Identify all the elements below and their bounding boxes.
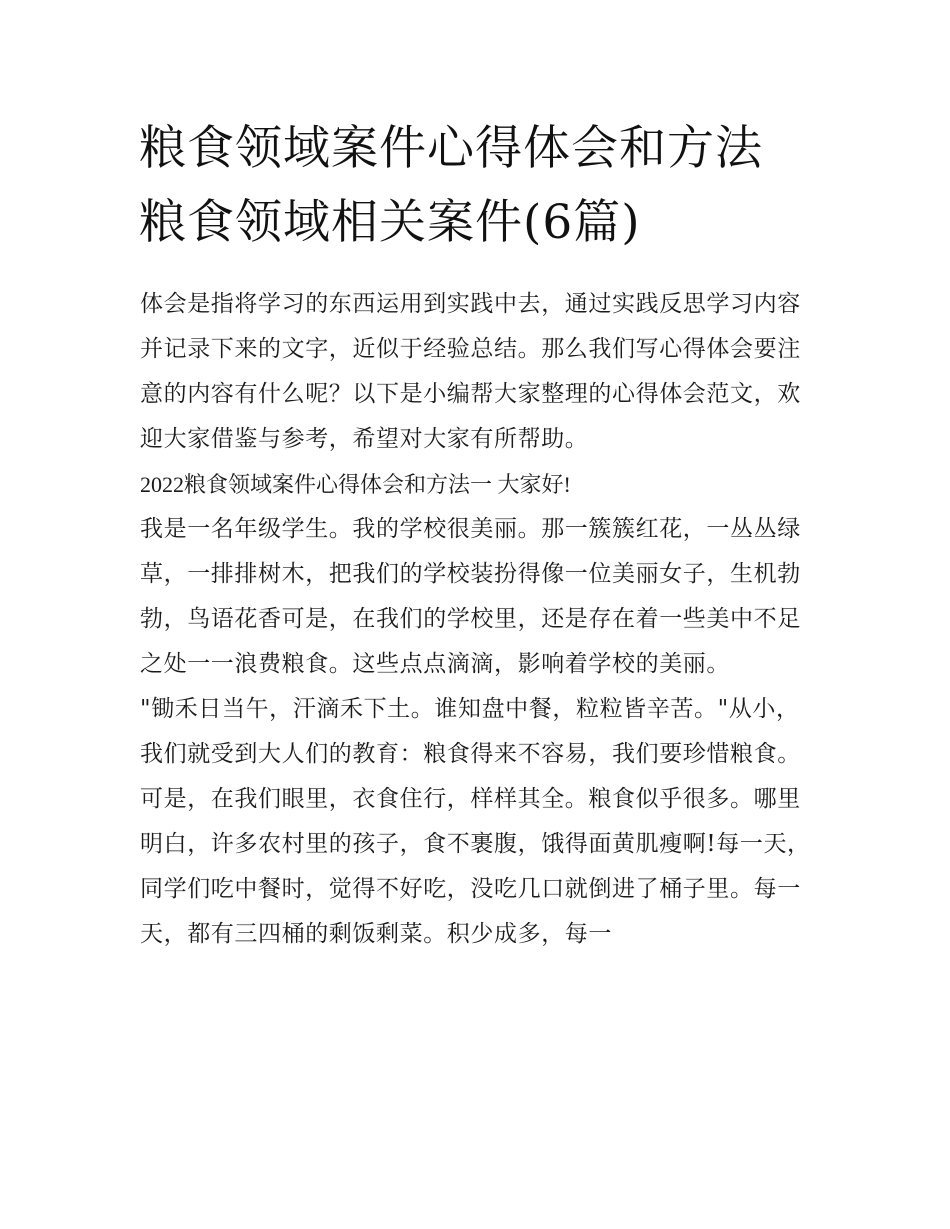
document-body xyxy=(140,282,820,957)
intro-paragraph: 体会是指将学习的东西运用到实践中去，通过实践反思学习内容并记录下来的文字，近似于经验总结。那么我们写心得体会要注意的内容有什么呢？以下是小编帮大家整理的心得体会范文，欢迎大家借鉴与参考，希望对大家有所帮助。 xyxy=(140,291,801,452)
title-line-1: 粮食领域案件心得体会和方法 xyxy=(139,121,763,176)
title-line-2: 粮食领域相关案件(6篇) xyxy=(139,195,641,250)
section-heading: 2022粮食领域案件心得体会和方法一 大家好! xyxy=(140,472,571,497)
body-paragraph: "锄禾日当午，汗滴禾下土。谁知盘中餐，粒粒皆辛苦。"从小，我们就受到大人们的教育：粮食得来不容易，我们要珍惜粮食。可是，在我们眼里，衣食住行，样样其全。粮食似乎很多。哪里明白，许多农村里的孩子，食不裹腹，饿得面黄肌瘦啊!每一天，同学们吃中餐时，觉得不好吃，没吃几口就倒进了桶子里。每一天，都有三四桶的剩饭剩菜。积少成多，每一 xyxy=(140,696,811,947)
document-title xyxy=(139,112,839,260)
body-paragraph: 我是一名年级学生。我的学校很美丽。那一簇簇红花，一丛丛绿草，一排排树木，把我们的学校装扮得像一位美丽女子，生机勃勃，鸟语花香可是，在我们的学校里，还是存在着一些美中不足之处一一浪费粮食。这些点点滴滴，影响着学校的美丽。 xyxy=(140,516,801,677)
